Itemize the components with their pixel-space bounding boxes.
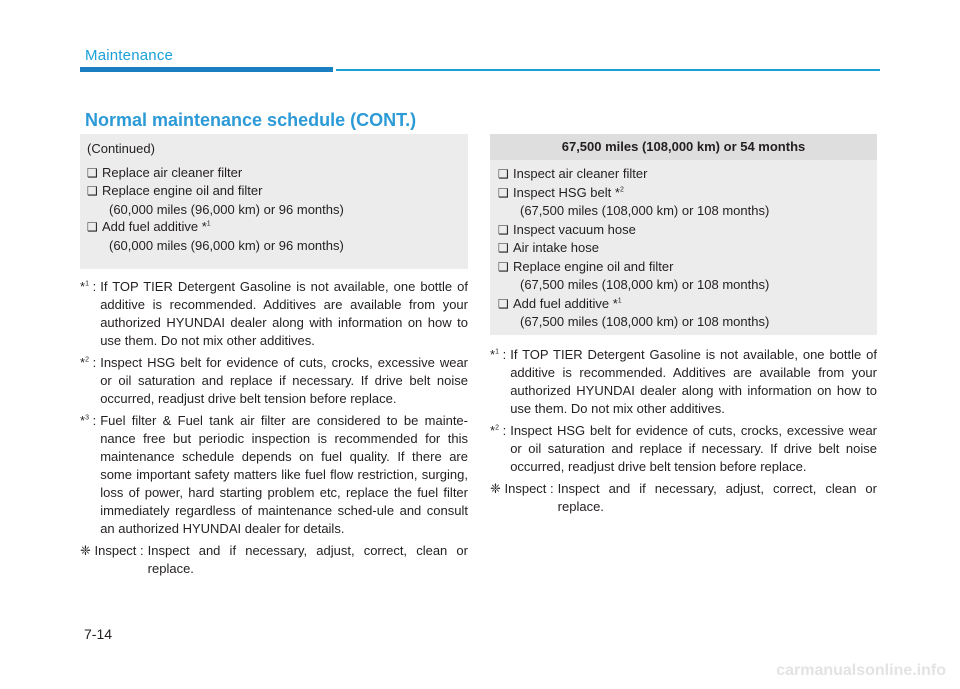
footnote-separator: : xyxy=(498,423,507,438)
checklist-item-label: Replace air cleaner filter xyxy=(102,164,243,180)
footnote-asterisk: * xyxy=(490,347,496,362)
checklist-item-label: Air intake hose xyxy=(513,240,599,255)
checkbox-icon: ❑ xyxy=(498,222,509,237)
right-checklist xyxy=(490,160,877,332)
checkbox-icon: ❑ xyxy=(87,184,98,198)
inspect-note-mark: ❈ Inspect : xyxy=(80,543,144,558)
page-title: Normal maintenance schedule (CONT.) xyxy=(85,110,417,130)
header-rule-thick xyxy=(80,67,333,72)
footnote xyxy=(80,278,468,350)
inspect-note xyxy=(80,542,468,578)
checkbox-icon: ❑ xyxy=(87,165,98,180)
checklist-item-label: Inspect air cleaner filter xyxy=(513,166,648,181)
footnote-asterisk: * xyxy=(490,423,496,438)
section-label: Maintenance xyxy=(85,47,174,64)
footnote-number: 1 xyxy=(85,280,89,288)
checklist-item-label: Add fuel additive * xyxy=(513,295,618,311)
page-number: 7-14 xyxy=(84,626,113,642)
checklist-item-label: Inspect vacuum hose xyxy=(513,221,636,237)
footnote-mark xyxy=(490,422,510,476)
footnote-mark xyxy=(490,346,510,418)
checklist-item-label: Inspect HSG belt * xyxy=(513,184,620,200)
footnote-separator: : xyxy=(498,347,507,362)
checklist-item-label: Replace engine oil and filter xyxy=(102,183,263,198)
watermark: carmanualsonline.info xyxy=(776,662,946,679)
checklist-item xyxy=(498,295,877,314)
footnote-separator: : xyxy=(88,279,97,294)
checklist-item-interval: (60,000 miles (96,000 km) or 96 months) xyxy=(109,237,344,253)
footnote xyxy=(80,412,468,538)
checklist-item-label: Replace engine oil and filter xyxy=(513,258,674,274)
checkbox-icon: ❑ xyxy=(498,167,509,181)
left-schedule-box xyxy=(80,134,468,269)
footnote xyxy=(490,422,877,476)
footnote xyxy=(490,346,877,418)
checklist-item xyxy=(498,239,877,258)
footnote-number: 3 xyxy=(85,414,89,422)
checkbox-icon: ❑ xyxy=(498,185,509,200)
right-schedule-box xyxy=(490,134,877,335)
continued-label: (Continued) xyxy=(87,141,155,156)
checkbox-icon: ❑ xyxy=(498,241,509,255)
footnote-ref: 1 xyxy=(617,297,622,305)
footnotes-right xyxy=(490,346,877,516)
footnote-ref: 1 xyxy=(206,220,211,228)
inspect-note-text: Inspect and if necessary, adjust, correct, clean or replace. xyxy=(557,481,877,514)
footnote-mark xyxy=(80,412,100,538)
interval-header: 67,500 miles (108,000 km) or 54 months xyxy=(490,134,877,160)
checklist-item-interval: (67,500 miles (108,000 km) or 108 months) xyxy=(520,203,770,218)
checklist-item xyxy=(498,221,877,240)
footnote-text: Inspect HSG belt for evidence of cuts, crocks, excessive wear or oil saturation and replace if necessary. If drive belt noise occurred, readjust drive belt tension before replace. xyxy=(100,355,468,406)
checklist-item xyxy=(498,258,877,277)
checklist-item xyxy=(87,182,468,201)
footnote-asterisk: * xyxy=(80,413,86,428)
checkbox-icon: ❑ xyxy=(498,259,509,274)
footnote-ref: 2 xyxy=(619,186,624,194)
footnote-asterisk: * xyxy=(80,279,86,294)
checklist-item-interval: (67,500 miles (108,000 km) or 108 months) xyxy=(520,277,770,292)
left-checklist xyxy=(87,164,468,255)
footnote-text: Inspect HSG belt for evidence of cuts, crocks, excessive wear or oil saturation and replace if necessary. If drive belt noise occurred, readjust drive belt tension before replace. xyxy=(510,423,877,474)
footnote-number: 2 xyxy=(85,356,89,364)
checklist-item xyxy=(498,184,877,203)
footnote-number: 1 xyxy=(495,348,499,356)
inspect-note xyxy=(490,480,877,516)
checklist-item xyxy=(498,165,877,184)
inspect-note-text: Inspect and if necessary, adjust, correct, clean or replace. xyxy=(147,543,468,576)
footnote-text: Fuel filter & Fuel tank air filter are considered to be mainte-nance free but periodic inspection is recommended for this maintenance schedule depends on fuel quality. If there are some important safety matters like fuel flow restriction, surging, loss of power, hard starting problem etc, replace the fuel filter immediately regardless of maintenance sched-ule and consult an authorized HYUNDAI dealer for details. xyxy=(100,413,468,536)
checkbox-icon: ❑ xyxy=(87,220,98,234)
footnote-text: If TOP TIER Detergent Gasoline is not available, one bottle of additive is recommended. Additives are available from your authorized HYUNDAI dealer along with information on how to use them. Do not mix other additives. xyxy=(100,279,468,348)
footnote-separator: : xyxy=(88,355,97,370)
checklist-item-interval: (60,000 miles (96,000 km) or 96 months) xyxy=(109,201,344,217)
checklist-item xyxy=(87,164,468,183)
checklist-item xyxy=(87,218,468,237)
footnote xyxy=(80,354,468,408)
checklist-item-label: Add fuel additive * xyxy=(102,219,207,234)
checklist-item-interval: (67,500 miles (108,000 km) or 108 months) xyxy=(520,314,770,329)
footnote-number: 2 xyxy=(495,424,499,432)
inspect-note-mark: ❈ Inspect : xyxy=(490,481,554,496)
footnote-text: If TOP TIER Detergent Gasoline is not available, one bottle of additive is recommended. Additives are available from your authorized HYUNDAI dealer along with information on how to use them. Do not mix other additives. xyxy=(510,347,877,416)
footnote-mark xyxy=(80,354,100,408)
checkbox-icon: ❑ xyxy=(498,296,509,311)
header-rule-thin xyxy=(336,69,880,71)
footnotes-left xyxy=(80,278,468,578)
footnote-separator: : xyxy=(88,413,97,428)
footnote-mark xyxy=(80,278,100,350)
footnote-asterisk: * xyxy=(80,355,86,370)
